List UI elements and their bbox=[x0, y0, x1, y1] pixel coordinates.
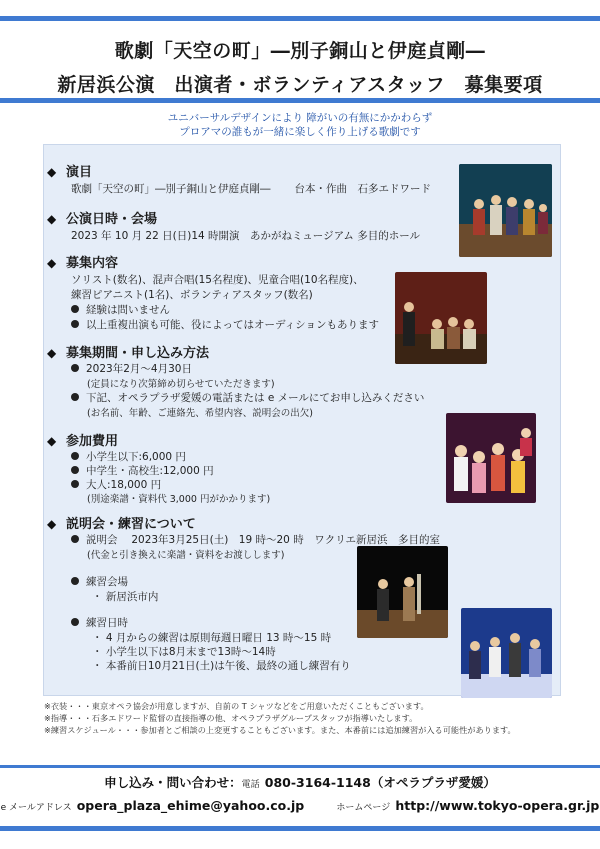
briefing-sub-3c: ・ 本番前日10月21日(土)は午後、最終の通し練習有り bbox=[92, 660, 351, 672]
section-fee-heading: ◆ 参加費用 bbox=[47, 434, 119, 449]
stage-photo-2 bbox=[395, 272, 487, 364]
period-bullet-2: 下記、オペラプラザ愛媛の電話または e メールにてお申し込みください bbox=[71, 390, 424, 405]
homepage-link[interactable]: http://www.tokyo-opera.gr.jp bbox=[395, 798, 600, 813]
stage-photo-1 bbox=[459, 164, 552, 257]
recruit-bullet-2: 以上重複出演も可能、役によってはオーディションもあります bbox=[71, 317, 379, 332]
bullet-icon bbox=[71, 466, 79, 474]
bullet-icon bbox=[71, 535, 79, 543]
bullet-icon bbox=[71, 452, 79, 460]
program-title: 歌劇「天空の町」―別子銅山と伊庭貞剛― 台本・作曲 石多エドワード bbox=[71, 183, 431, 195]
stage-photo-5 bbox=[461, 608, 552, 698]
stage-photo-4 bbox=[357, 546, 448, 638]
section-recruit-heading: ◆ 募集内容 bbox=[47, 256, 119, 271]
diamond-icon: ◆ bbox=[47, 256, 57, 270]
section-briefing-heading: ◆ 説明会・練習について bbox=[47, 517, 196, 532]
title-line-2: 新居浜公演 出演者・ボランティアスタッフ 募集要項 bbox=[57, 74, 543, 96]
fee-bullet-3: 大人:18,000 円 bbox=[71, 477, 161, 492]
bullet-icon bbox=[71, 577, 79, 585]
note-schedule: ※練習スケジュール・・・参加者とご相談の上変更することもございます。また、本番前には追加練習が入る可能性があります。 bbox=[44, 725, 516, 735]
briefing-sub-3b: ・ 小学生以下は8月末まで13時～14時 bbox=[92, 646, 276, 658]
section-schedule-heading: ◆ 公演日時・会場 bbox=[47, 212, 158, 227]
subtitle-line-1: ユニバーサルデザインにより 障がいの有無にかかわらず bbox=[167, 112, 433, 124]
recruit-bullet-1: 経験は問いません bbox=[71, 302, 170, 317]
bullet-icon bbox=[71, 480, 79, 488]
fee-bullet-1: 小学生以下:6,000 円 bbox=[71, 449, 186, 464]
title-line-1: 歌劇「天空の町」―別子銅山と伊庭貞剛― bbox=[114, 40, 486, 62]
briefing-sub-3a: ・ 4 月からの練習は原則毎週日曜日 13 時～15 時 bbox=[92, 632, 332, 644]
bullet-icon bbox=[71, 393, 79, 401]
footer-contact: 申し込み・問い合わせ：電話 080-3164-1148（オペラプラザ愛媛） bbox=[104, 775, 496, 790]
briefing-sub-2: ・ 新居浜市内 bbox=[92, 591, 159, 603]
bullet-icon bbox=[71, 364, 79, 372]
period-bullet-1: 2023年2月～4月30日 bbox=[71, 361, 192, 376]
diamond-icon: ◆ bbox=[47, 517, 57, 531]
briefing-bullet-3: 練習日時 bbox=[71, 615, 128, 630]
footer-rule-bottom bbox=[0, 826, 600, 831]
email-link[interactable]: opera_plaza_ehime@yahoo.co.jp bbox=[76, 798, 305, 813]
note-costume: ※衣装・・・東京オペラ協会が用意しますが、自前の T シャツなどをご用意いただくこともございます。 bbox=[44, 701, 429, 711]
briefing-note-1: (代金と引き換えに楽譜・資料をお渡しします) bbox=[87, 550, 285, 561]
note-instruction: ※指導・・・石多エドワード監督の直接指導の他、オペラプラザグループスタッフが指導いたします。 bbox=[44, 713, 418, 723]
section-program-heading: ◆ 演目 bbox=[47, 165, 93, 180]
recruit-line-1: ソリスト(数名)、混声合唱(15名程度)、児童合唱(10名程度)、 bbox=[71, 274, 364, 286]
bullet-icon bbox=[71, 305, 79, 313]
footer-rule-top bbox=[0, 765, 600, 768]
bullet-icon bbox=[71, 320, 79, 328]
fee-bullet-2: 中学生・高校生:12,000 円 bbox=[71, 463, 214, 478]
diamond-icon: ◆ bbox=[47, 346, 57, 360]
stage-photo-3 bbox=[446, 413, 536, 503]
title-rule bbox=[0, 98, 600, 103]
footer-links: e メールアドレス opera_plaza_ehime@yahoo.co.jp ホームページ http://www.tokyo-opera.gr.jp bbox=[0, 798, 600, 813]
diamond-icon: ◆ bbox=[47, 434, 57, 448]
briefing-bullet-2: 練習会場 bbox=[71, 574, 128, 589]
schedule-line: 2023 年 10 月 22 日(日)14 時開演 あかがねミュージアム 多目的ホール bbox=[71, 230, 420, 242]
period-note-2: (お名前、年齢、ご連絡先、希望内容、説明会の出欠) bbox=[87, 408, 313, 419]
fee-note: (別途楽譜・資料代 3,000 円がかかります) bbox=[87, 494, 271, 505]
diamond-icon: ◆ bbox=[47, 212, 57, 226]
top-rule bbox=[0, 16, 600, 21]
phone-number[interactable]: 080-3164-1148（オペラプラザ愛媛） bbox=[264, 775, 496, 790]
section-period-heading: ◆ 募集期間・申し込み方法 bbox=[47, 346, 210, 361]
recruit-line-2: 練習ピアニスト(1名)、ボランティアスタッフ(数名) bbox=[71, 289, 313, 301]
briefing-bullet-1: 説明会 2023年3月25日(土) 19 時～20 時 ワクリエ新居浜 多目的室 bbox=[71, 532, 440, 547]
period-note-1: (定員になり次第締め切らせていただきます) bbox=[87, 379, 275, 390]
subtitle-line-2: プロアマの誰もが一緒に楽しく作り上げる歌劇です bbox=[179, 126, 421, 138]
bullet-icon bbox=[71, 618, 79, 626]
diamond-icon: ◆ bbox=[47, 165, 57, 179]
